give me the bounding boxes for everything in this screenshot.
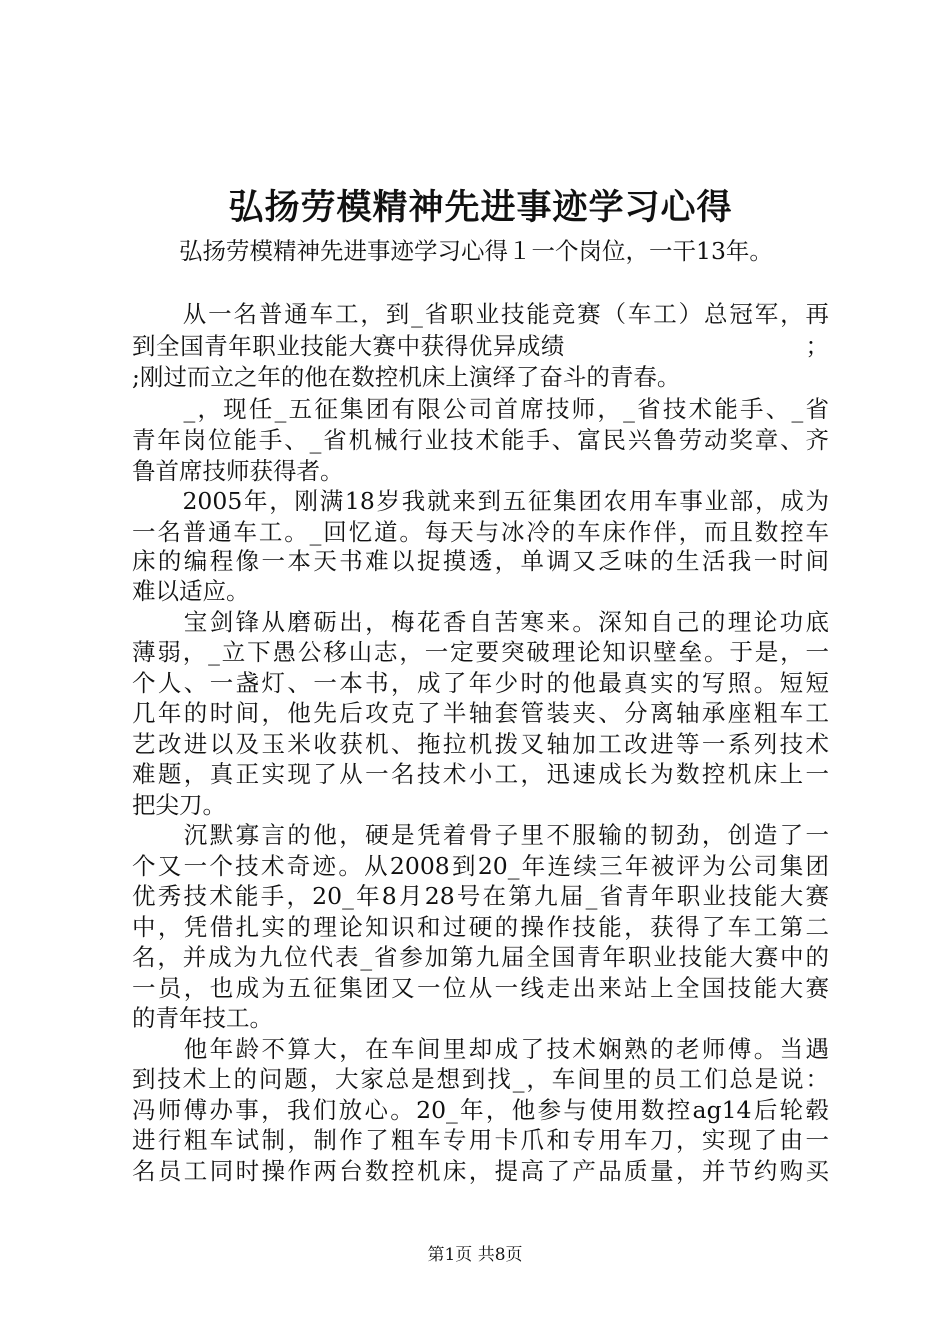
paragraph-line: 2005年，刚满18岁我就来到五征集团农用车事业部，成为 <box>132 487 829 515</box>
paragraph-line: 他年龄不算大，在车间里却成了技术娴熟的老师傅。当遇 <box>132 1035 829 1063</box>
paragraph-line: 弘扬劳模精神先进事迹学习心得１一个岗位，一干13年。 <box>132 237 773 265</box>
document-title: 弘扬劳模精神先进事迹学习心得 <box>228 187 733 228</box>
paragraph-line: 名，并成为九位代表_省参加第九届全国青年职业技能大赛中的 <box>132 943 829 971</box>
paragraph-line: 鲁首席技师获得者。 <box>132 457 344 485</box>
paragraph-line: 到全国青年职业技能大赛中获得优异成绩 ； <box>132 332 829 360</box>
paragraph-line: 把尖刀。 <box>132 791 226 819</box>
paragraph-line: 个又一个技术奇迹。从2008到20_年连续三年被评为公司集团 <box>132 852 829 880</box>
paragraph-line: 名员工同时操作两台数控机床，提高了产品质量，并节约购买 <box>132 1157 829 1185</box>
paragraph-line: 中，凭借扎实的理论知识和过硬的操作技能，获得了车工第二 <box>132 913 829 941</box>
paragraph-line: 个人、一盏灯、一本书，成了年少时的他最真实的写照。短短 <box>132 669 829 697</box>
paragraph-line: 薄弱，_立下愚公移山志，一定要突破理论知识壁垒。于是，一 <box>132 638 829 666</box>
paragraph-line: 难以适应。 <box>132 577 250 605</box>
paragraph-line: 青年岗位能手、_省机械行业技术能手、富民兴鲁劳动奖章、齐 <box>132 426 829 454</box>
paragraph-line: 冯师傅办事，我们放心。20_年，他参与使用数控ag14后轮毂 <box>132 1096 829 1124</box>
paragraph-line: 沉默寡言的他，硬是凭着骨子里不服输的韧劲，创造了一 <box>132 821 829 849</box>
paragraph-line: ;刚过而立之年的他在数控机床上演绎了奋斗的青春。 <box>132 363 681 391</box>
paragraph-line: 床的编程像一本天书难以捉摸透，单调又乏味的生活我一时间 <box>132 547 829 575</box>
paragraph-line: _，现任_五征集团有限公司首席技师，_省技术能手、_省 <box>132 395 829 423</box>
paragraph-line: 难题，真正实现了从一名技术小工，迅速成长为数控机床上一 <box>132 760 829 788</box>
paragraph-line: 一名普通车工。_回忆道。每天与冰冷的车床作伴，而且数控车 <box>132 518 829 546</box>
paragraph-line: 到技术上的问题，大家总是想到找_，车间里的员工们总是说： <box>132 1065 829 1093</box>
paragraph-line: 宝剑锋从磨砺出，梅花香自苦寒来。深知自己的理论功底 <box>132 608 829 636</box>
paragraph-line: 一员，也成为五征集团又一位从一线走出来站上全国技能大赛 <box>132 974 829 1002</box>
paragraph-line: 优秀技术能手，20_年8月28号在第九届_省青年职业技能大赛 <box>132 882 829 910</box>
paragraph-line: 几年的时间，他先后攻克了半轴套管装夹、分离轴承座粗车工 <box>132 699 829 727</box>
page-footer: 第1页 共8页 <box>427 1245 523 1265</box>
paragraph-line: 从一名普通车工，到_省职业技能竞赛（车工）总冠军，再 <box>132 300 829 328</box>
paragraph-line: 的青年技工。 <box>132 1004 273 1032</box>
paragraph-line: 艺改进以及玉米收获机、拖拉机拨叉轴加工改进等一系列技术 <box>132 730 829 758</box>
paragraph-line: 进行粗车试制，制作了粗车专用卡爪和专用车刀，实现了由一 <box>132 1126 829 1154</box>
